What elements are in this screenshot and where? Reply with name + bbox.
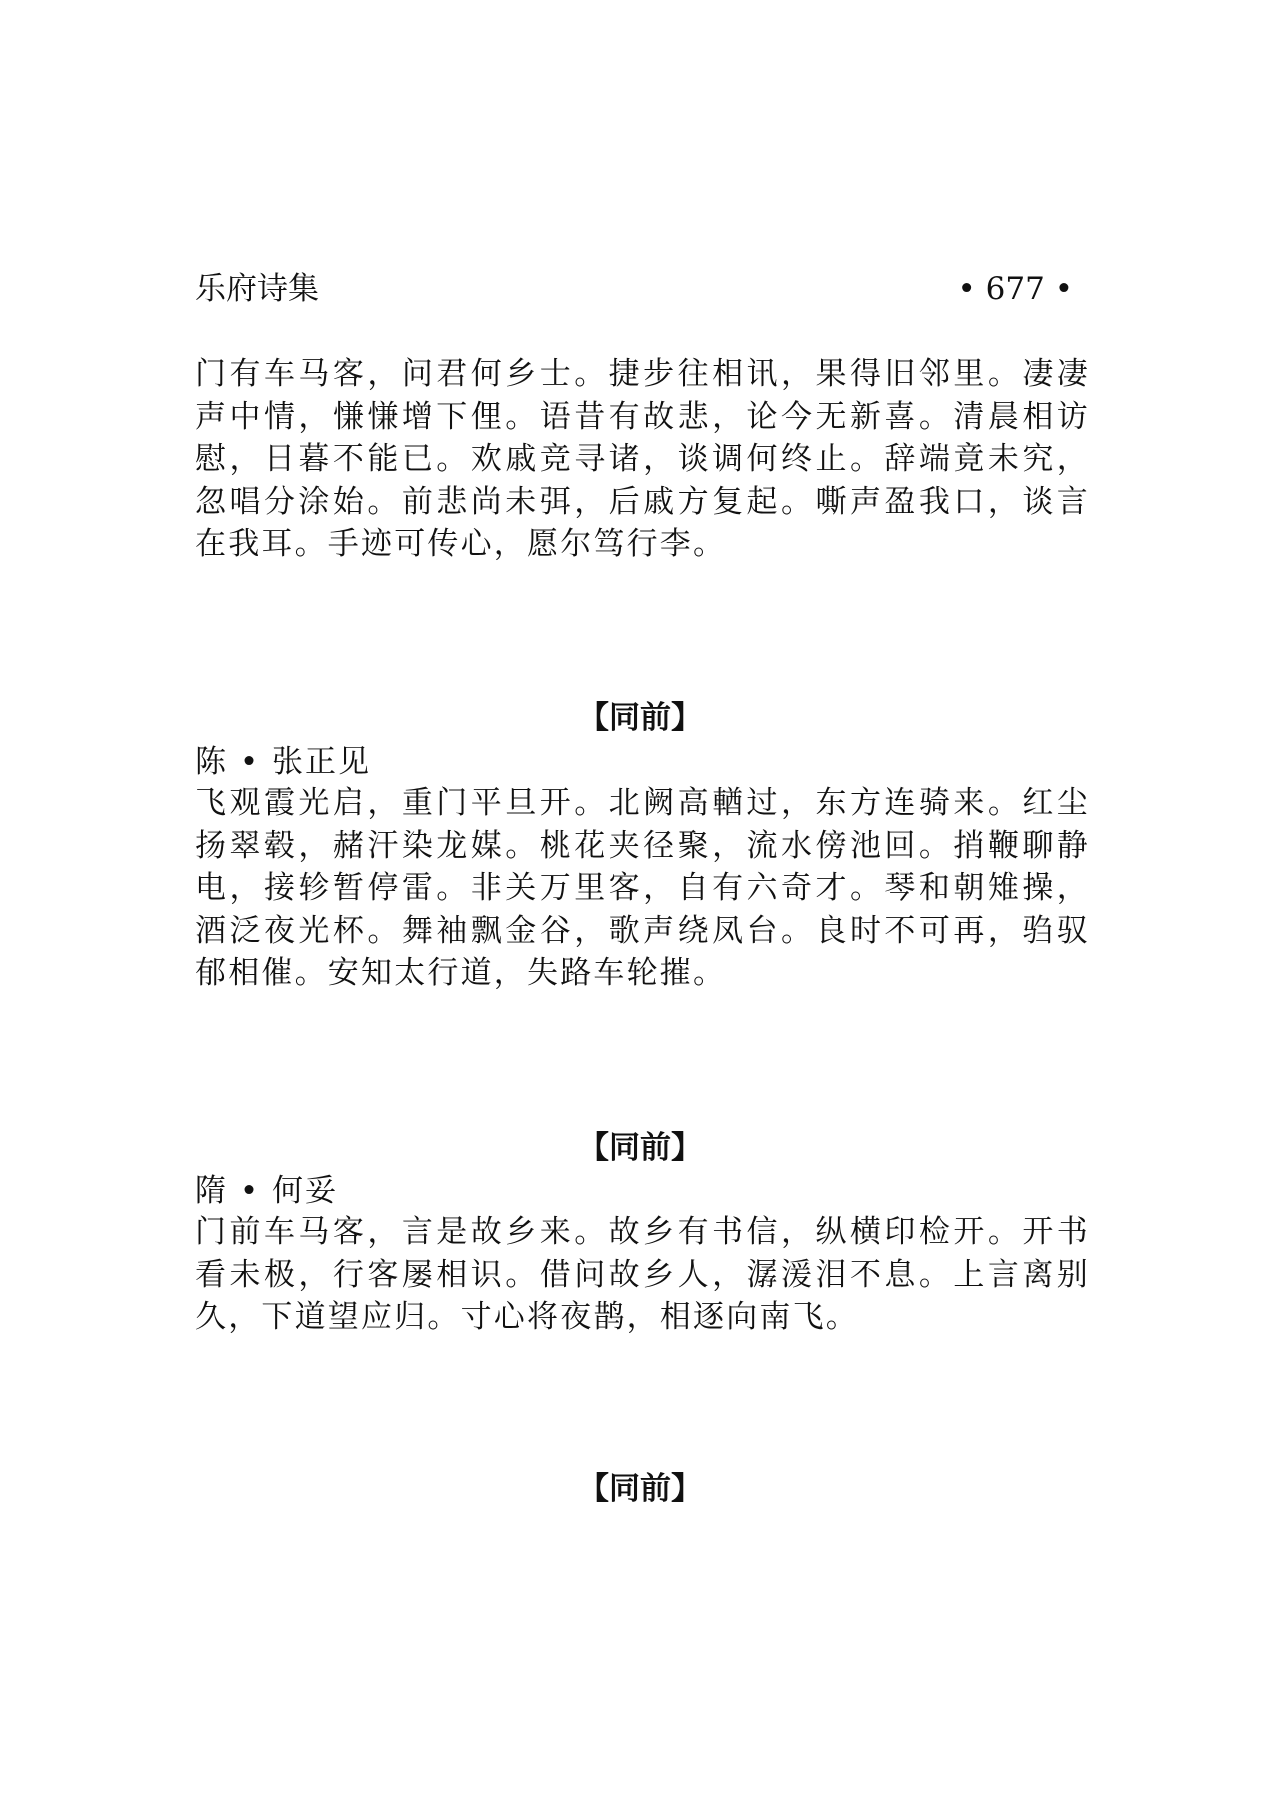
section-poem-text: 门前车马客，言是故乡来。故乡有书信，纵横印检开。开书看未极，行客屡相识。借问故乡人，潺湲泪不息。上言离别久，下道望应归。寸心将夜鹊，相逐向南飞。 — [195, 1214, 1090, 1335]
section-title: 【同前】 — [578, 1471, 702, 1507]
section-title: 【同前】 — [578, 700, 702, 736]
book-title: 乐府诗集 — [195, 271, 319, 307]
section-poem-text: 飞观霞光启，重门平旦开。北阙高輶过，东方连骑来。红尘扬翠毂，赭汗染龙媒。桃花夹径聚，流水傍池回。捎鞭聊静电，接轸暂停雷。非关万里客，自有六奇才。琴和朝雉操，酒泛夜光杯。舞袖飘金谷，歌声绕凤台。良时不可再，驺驭郁相催。安知太行道，失路车轮摧。 — [195, 785, 1090, 991]
page-number: • 677 • — [957, 271, 1073, 307]
section-author: 陈 • 张正见 — [195, 744, 371, 780]
poem-continued-text: 门有车马客，问君何乡士。捷步往相讯，果得旧邻里。凄凄声中情，慊慊增下俚。语昔有故悲，论今无新喜。清晨相访慰，日暮不能已。欢戚竞寻诸，谈调何终止。辞端竟未究，忽唱分涂始。前悲尚未弭，后戚方复起。嘶声盈我口，谈言在我耳。手迹可传心，愿尔笃行李。 — [195, 356, 1090, 562]
section-author: 隋 • 何妥 — [195, 1173, 338, 1209]
page-header — [195, 268, 1085, 310]
section-title: 【同前】 — [578, 1130, 702, 1166]
